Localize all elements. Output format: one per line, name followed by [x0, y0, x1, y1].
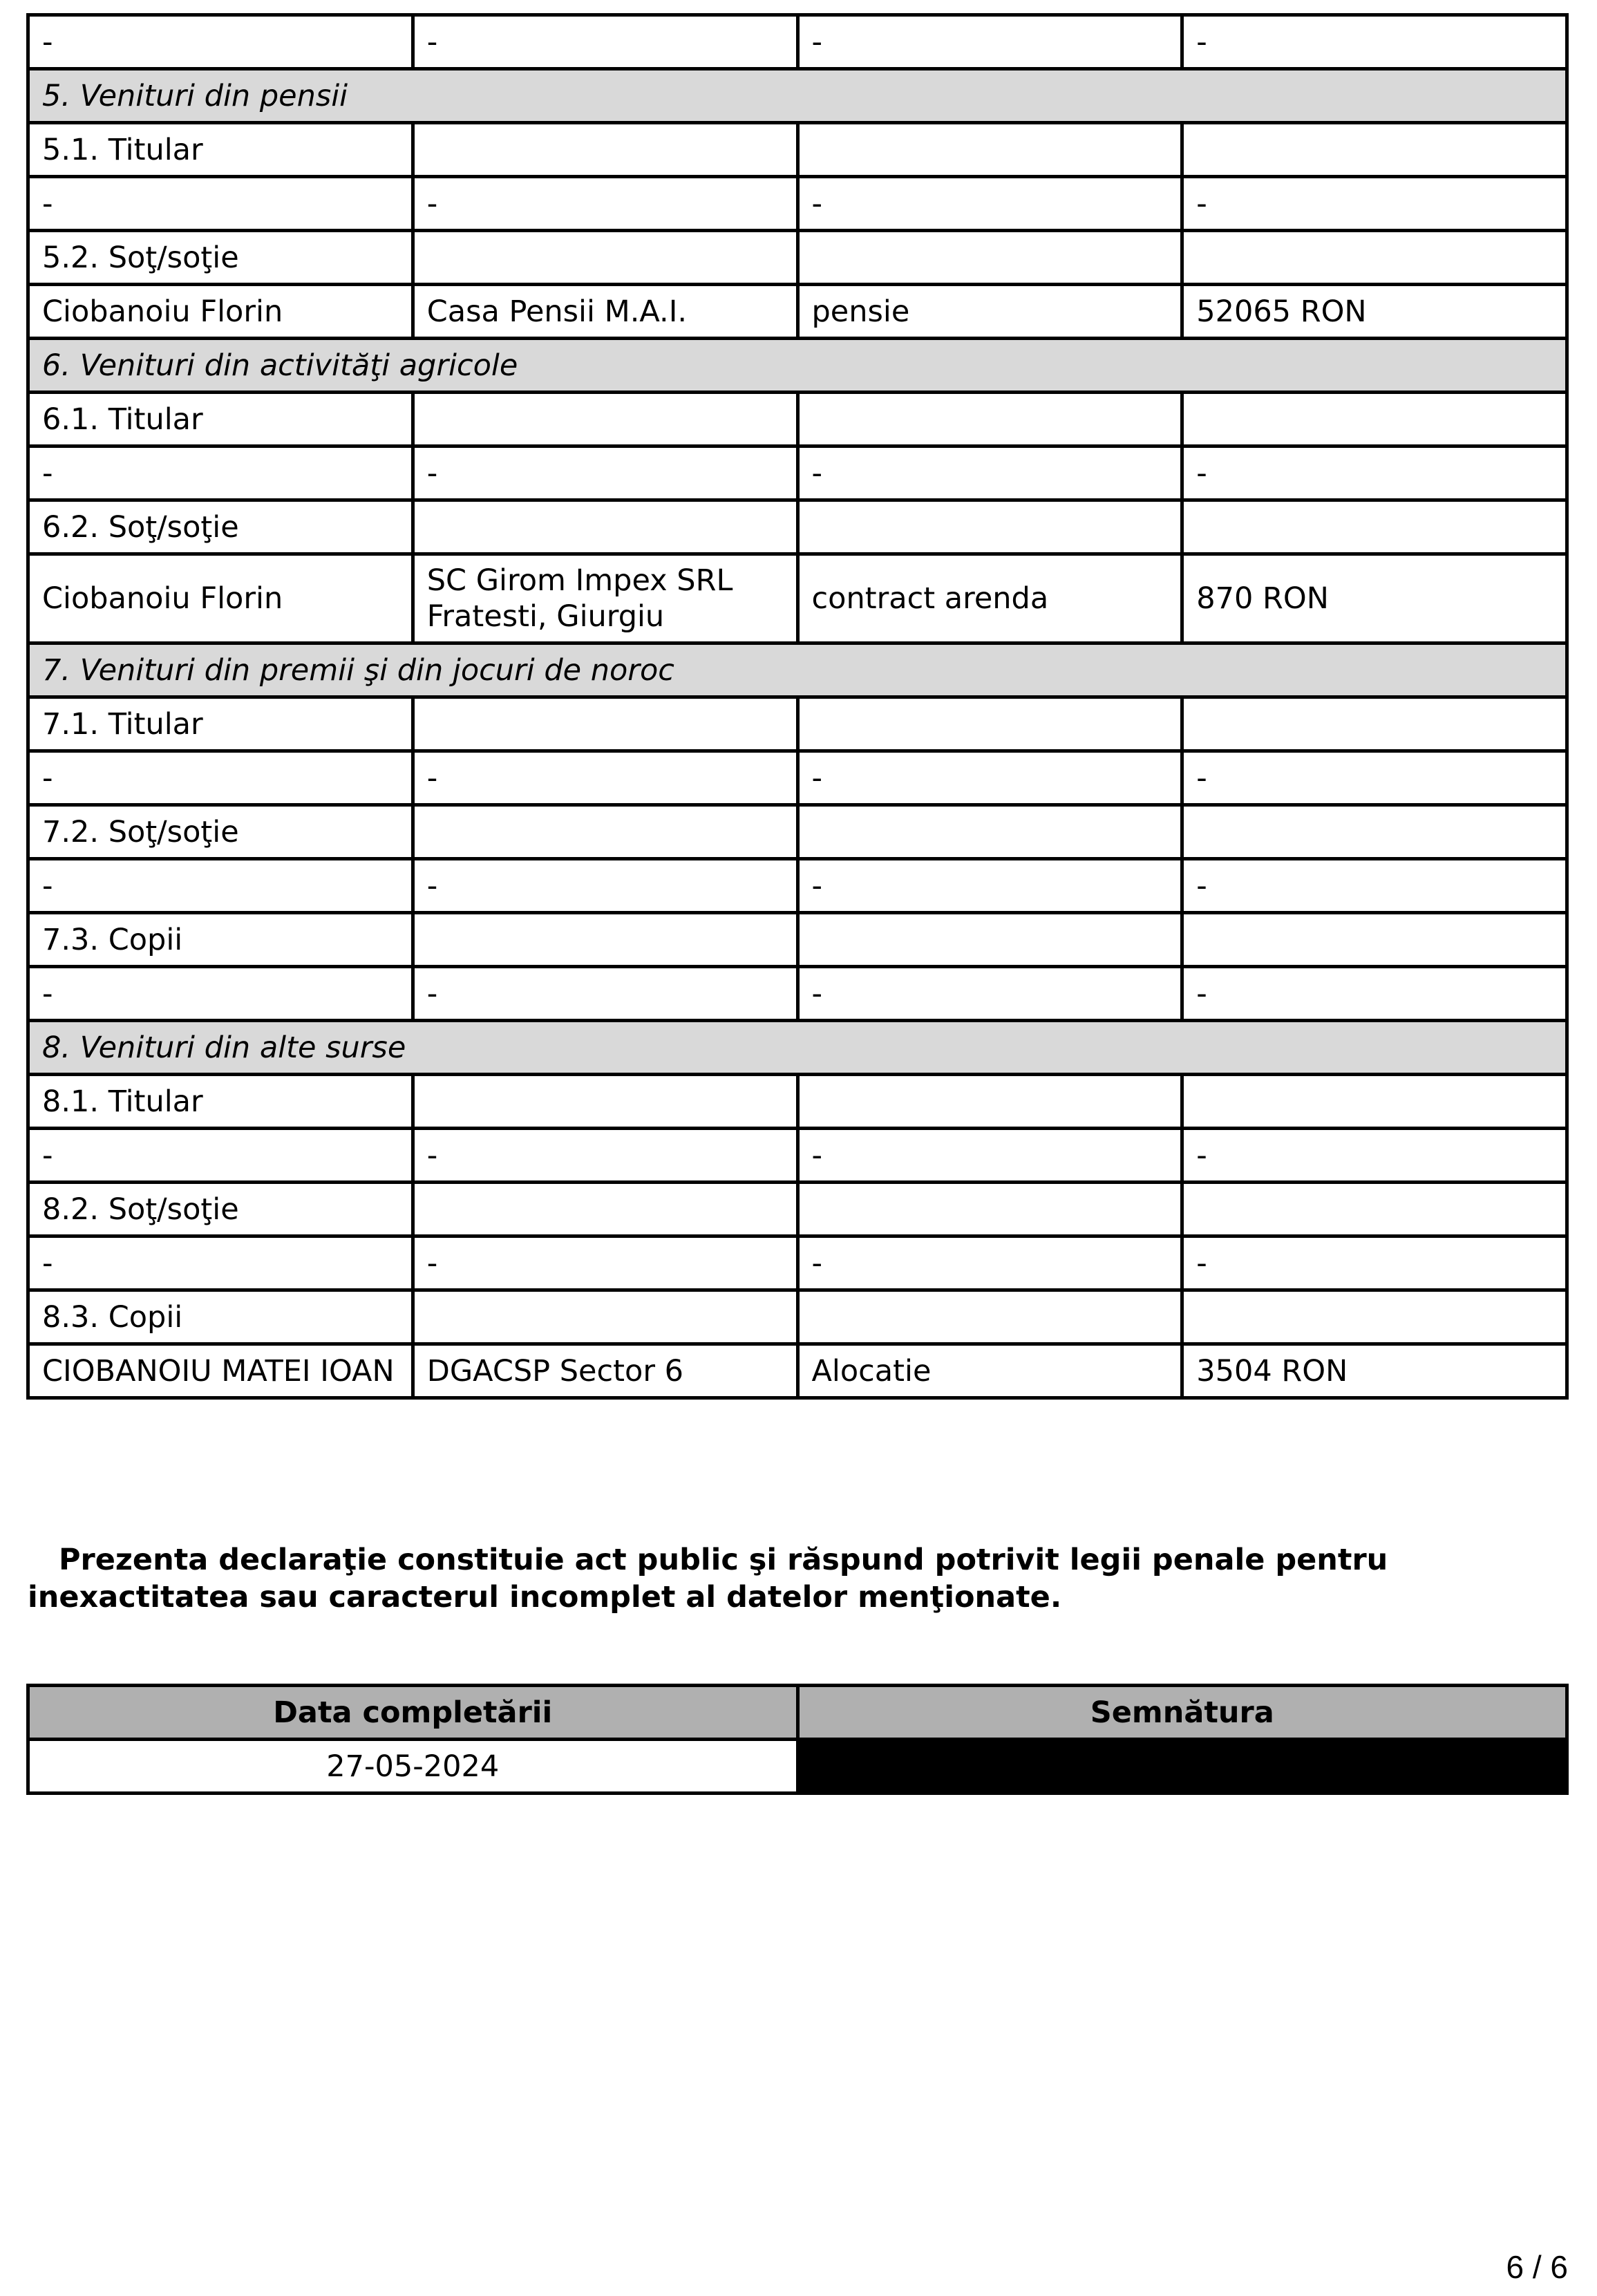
table-cell [1182, 1075, 1567, 1129]
table-cell: 5.2. Soţ/soţie [28, 231, 413, 285]
table-cell: - [1182, 177, 1567, 231]
table-row [28, 1183, 1567, 1236]
table-cell: - [797, 1236, 1182, 1290]
table-cell [797, 805, 1182, 859]
table-cell [797, 1183, 1182, 1236]
section-title: 6. Venituri din activităţi agricole [28, 339, 1567, 393]
section-header-row [28, 339, 1567, 393]
section-header-row [28, 1021, 1567, 1075]
table-cell: CIOBANOIU MATEI IOAN [28, 1344, 413, 1398]
table-cell [797, 1075, 1182, 1129]
table-row [28, 1290, 1567, 1344]
table-cell [413, 231, 797, 285]
table-cell [1182, 1290, 1567, 1344]
section-title: 7. Venituri din premii şi din jocuri de noroc [28, 643, 1567, 697]
table-row [28, 1075, 1567, 1129]
table-cell: - [28, 177, 413, 231]
table-cell [1182, 913, 1567, 967]
table-row [28, 697, 1567, 751]
income-table-body [28, 15, 1567, 1398]
table-row [28, 859, 1567, 913]
table-cell [797, 231, 1182, 285]
table-cell [797, 500, 1182, 554]
table-cell: - [797, 859, 1182, 913]
completion-date: 27-05-2024 [28, 1740, 798, 1794]
table-row [28, 15, 1567, 69]
section-title: 5. Venituri din pensii [28, 69, 1567, 123]
table-cell: 5.1. Titular [28, 123, 413, 177]
table-cell: - [1182, 859, 1567, 913]
signature-header: Semnătura [797, 1686, 1567, 1740]
table-cell: - [28, 1236, 413, 1290]
table-cell: - [413, 859, 797, 913]
section-title: 8. Venituri din alte surse [28, 1021, 1567, 1075]
table-cell: 52065 RON [1182, 285, 1567, 339]
date-header: Data completării [28, 1686, 798, 1740]
table-row [28, 805, 1567, 859]
table-cell [413, 1290, 797, 1344]
table-cell: - [413, 446, 797, 500]
table-row [28, 1129, 1567, 1183]
table-cell: Alocatie [797, 1344, 1182, 1398]
table-cell: - [797, 967, 1182, 1021]
table-cell: 8.2. Soţ/soţie [28, 1183, 413, 1236]
table-cell [1182, 393, 1567, 446]
income-table [26, 13, 1569, 1400]
table-cell: 8.1. Titular [28, 1075, 413, 1129]
table-cell: 3504 RON [1182, 1344, 1567, 1398]
table-cell: 7.2. Soţ/soţie [28, 805, 413, 859]
table-cell: - [28, 446, 413, 500]
table-cell: - [28, 859, 413, 913]
table-cell: contract arenda [797, 554, 1182, 643]
table-cell: Ciobanoiu Florin [28, 285, 413, 339]
table-cell [1182, 231, 1567, 285]
table-cell: 7.3. Copii [28, 913, 413, 967]
table-cell: - [797, 751, 1182, 805]
signature-table-value-row [28, 1740, 1567, 1794]
signature-table [26, 1684, 1569, 1795]
table-row [28, 751, 1567, 805]
table-cell: - [413, 1129, 797, 1183]
table-cell [413, 500, 797, 554]
page-number: 6 / 6 [1506, 2249, 1568, 2285]
table-cell [1182, 1183, 1567, 1236]
section-header-row [28, 643, 1567, 697]
table-cell [413, 697, 797, 751]
table-cell [797, 697, 1182, 751]
table-row [28, 231, 1567, 285]
legal-statement: Prezenta declaraţie constituie act public şi răspund potrivit legii penale pentru inexactitatea sau caracterul incomplet al datelor menţionate. [28, 1543, 1388, 1615]
table-row [28, 500, 1567, 554]
table-row [28, 177, 1567, 231]
table-cell: Ciobanoiu Florin [28, 554, 413, 643]
table-cell [797, 123, 1182, 177]
table-cell [1182, 697, 1567, 751]
table-cell: - [413, 1236, 797, 1290]
table-cell: 6.2. Soţ/soţie [28, 500, 413, 554]
table-row [28, 285, 1567, 339]
table-cell: DGACSP Sector 6 [413, 1344, 797, 1398]
table-cell [1182, 123, 1567, 177]
table-cell [1182, 500, 1567, 554]
table-cell [1182, 805, 1567, 859]
table-cell: - [28, 1129, 413, 1183]
table-row [28, 1344, 1567, 1398]
table-cell [797, 913, 1182, 967]
table-cell: - [797, 177, 1182, 231]
table-cell: 7.1. Titular [28, 697, 413, 751]
table-cell: - [797, 446, 1182, 500]
table-row [28, 446, 1567, 500]
table-cell: - [1182, 1236, 1567, 1290]
table-cell: - [28, 967, 413, 1021]
table-row [28, 554, 1567, 643]
table-cell [413, 913, 797, 967]
table-cell: - [28, 15, 413, 69]
table-row [28, 913, 1567, 967]
signature-redacted [797, 1740, 1567, 1794]
table-cell [797, 1290, 1182, 1344]
table-cell: - [413, 751, 797, 805]
table-cell [413, 805, 797, 859]
section-header-row [28, 69, 1567, 123]
table-cell [413, 1075, 797, 1129]
table-cell: - [797, 1129, 1182, 1183]
table-row [28, 123, 1567, 177]
table-row [28, 393, 1567, 446]
table-cell: - [413, 15, 797, 69]
table-cell: - [413, 967, 797, 1021]
table-cell: - [1182, 15, 1567, 69]
table-cell: - [1182, 1129, 1567, 1183]
table-cell: Casa Pensii M.A.I. [413, 285, 797, 339]
table-cell: - [797, 15, 1182, 69]
table-row [28, 967, 1567, 1021]
table-cell: - [1182, 967, 1567, 1021]
table-cell: - [28, 751, 413, 805]
table-cell [413, 1183, 797, 1236]
table-cell: pensie [797, 285, 1182, 339]
table-cell [797, 393, 1182, 446]
table-cell: - [413, 177, 797, 231]
table-cell: 8.3. Copii [28, 1290, 413, 1344]
table-cell [413, 123, 797, 177]
table-cell: 870 RON [1182, 554, 1567, 643]
table-cell: - [1182, 446, 1567, 500]
table-cell: SC Girom Impex SRL Fratesti, Giurgiu [413, 554, 797, 643]
table-row [28, 1236, 1567, 1290]
signature-table-header-row [28, 1686, 1567, 1740]
table-cell: 6.1. Titular [28, 393, 413, 446]
table-cell: - [1182, 751, 1567, 805]
table-cell [413, 393, 797, 446]
